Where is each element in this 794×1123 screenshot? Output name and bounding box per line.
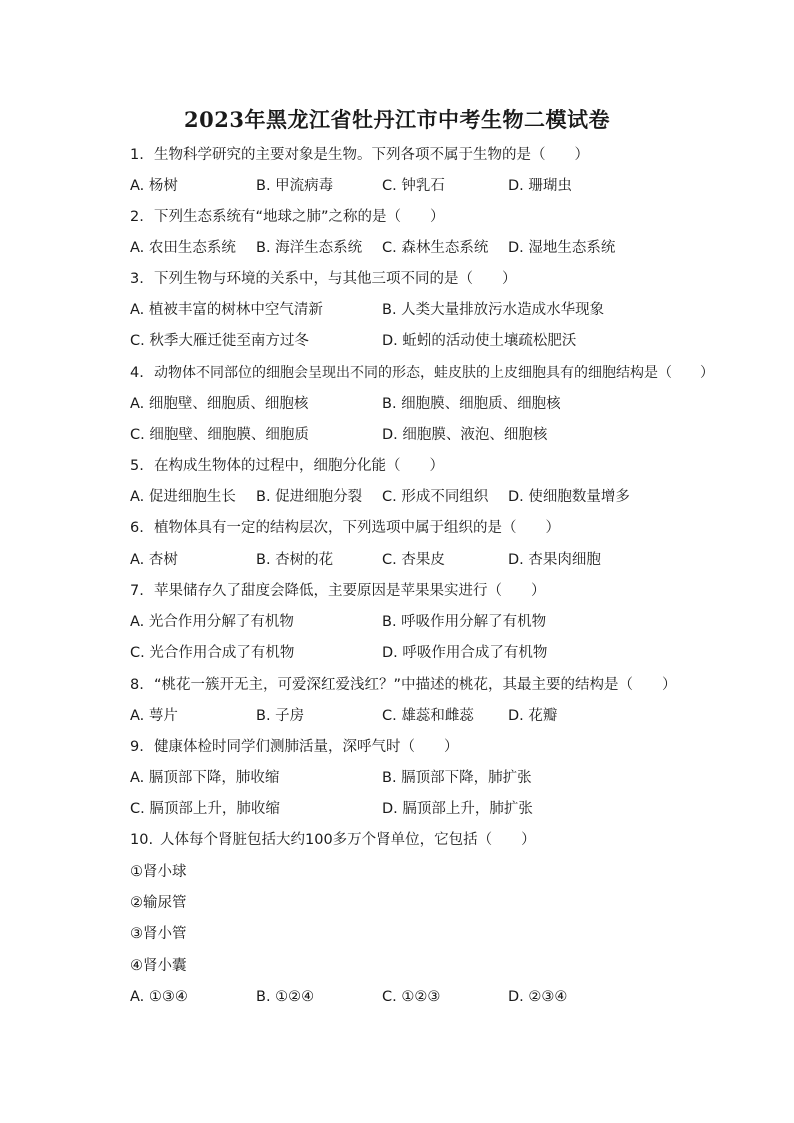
question-number: 6.: [130, 520, 144, 536]
question-text: 在构成生物体的过程中，细胞分化能（ ）: [154, 458, 444, 474]
option-c: C. 形成不同组织: [382, 489, 489, 505]
option-a: A. 植被丰富的树林中空气清新: [130, 302, 323, 318]
option-b: B. 膈顶部下降，肺扩张: [382, 770, 532, 786]
question-number: 7.: [130, 583, 144, 599]
question-10-item-2: ②输尿管: [130, 895, 187, 911]
option-c: C. 钟乳石: [382, 178, 445, 194]
question-number: 2.: [130, 209, 144, 225]
question-10-item-4: ④肾小囊: [130, 958, 187, 974]
question-text: 健康体检时同学们测肺活量，深呼气时（ ）: [154, 739, 459, 755]
question-number: 3.: [130, 271, 144, 287]
question-text: 动物体不同部位的细胞会呈现出不同的形态，蛙皮肤的上皮细胞具有的细胞结构是（ ）: [154, 365, 714, 381]
option-a: A. 杏树: [130, 552, 178, 568]
option-c: C. 膈顶部上升，肺收缩: [130, 801, 280, 817]
option-d: D. 蚯蚓的活动使土壤疏松肥沃: [382, 333, 577, 349]
page-title: 2023年黑龙江省牡丹江市中考生物二模试卷: [184, 107, 610, 132]
question-8-stem: [130, 675, 677, 695]
question-number: 9.: [130, 739, 144, 755]
option-a: A. 促进细胞生长: [130, 489, 236, 505]
option-d: D. 珊瑚虫: [508, 178, 572, 194]
option-b: B. 人类大量排放污水造成水华现象: [382, 302, 605, 318]
option-d: D. ②③④: [508, 989, 568, 1005]
question-text: 生物科学研究的主要对象是生物。下列各项不属于生物的是（ ）: [154, 147, 589, 163]
question-10-item-3: ③肾小管: [130, 926, 187, 942]
question-1-stem: [130, 145, 589, 165]
option-d: D. 湿地生态系统: [508, 240, 616, 256]
option-c: C. ①②③: [382, 989, 441, 1005]
question-10-item-1: ①肾小球: [130, 864, 187, 880]
option-b: B. 甲流病毒: [256, 178, 334, 194]
option-d: D. 细胞膜、液泡、细胞核: [382, 427, 548, 443]
question-number: 4.: [130, 365, 144, 381]
question-5-stem: [130, 456, 444, 476]
question-6-stem: [130, 518, 560, 538]
option-c: C. 细胞壁、细胞膜、细胞质: [130, 427, 309, 443]
question-text: “桃花一簇开无主，可爱深红爱浅红？”中描述的桃花，其最主要的结构是（ ）: [154, 677, 677, 693]
question-text: 苹果储存久了甜度会降低，主要原因是苹果果实进行（ ）: [154, 583, 546, 599]
question-text: 下列生物与环境的关系中，与其他三项不同的是（ ）: [154, 271, 517, 287]
question-number: 8.: [130, 677, 144, 693]
question-text: 下列生态系统有“地球之肺”之称的是（ ）: [154, 209, 445, 225]
option-a: A. ①③④: [130, 989, 188, 1005]
question-number: 5.: [130, 458, 144, 474]
question-number: 10.: [130, 832, 154, 848]
question-10-stem: [130, 830, 536, 850]
option-b: B. 杏树的花: [256, 552, 334, 568]
option-d: D. 花瓣: [508, 708, 558, 724]
option-a: A. 萼片: [130, 708, 178, 724]
option-c: C. 光合作用合成了有机物: [130, 645, 295, 661]
option-b: B. ①②④: [256, 989, 315, 1005]
option-a: A. 农田生态系统: [130, 240, 236, 256]
option-a: A. 杨树: [130, 178, 178, 194]
option-b: B. 呼吸作用分解了有机物: [382, 614, 547, 630]
option-c: C. 杏果皮: [382, 552, 445, 568]
option-d: D. 膈顶部上升，肺扩张: [382, 801, 533, 817]
question-4-stem: [130, 363, 714, 383]
option-b: B. 细胞膜、细胞质、细胞核: [382, 396, 561, 412]
option-d: D. 呼吸作用合成了有机物: [382, 645, 548, 661]
option-a: A. 膈顶部下降，肺收缩: [130, 770, 280, 786]
option-b: B. 子房: [256, 708, 305, 724]
question-2-stem: [130, 207, 445, 227]
question-number: 1.: [130, 147, 144, 163]
option-d: D. 使细胞数量增多: [508, 489, 630, 505]
option-a: A. 细胞壁、细胞质、细胞核: [130, 396, 309, 412]
option-c: C. 森林生态系统: [382, 240, 489, 256]
option-a: A. 光合作用分解了有机物: [130, 614, 294, 630]
question-text: 植物体具有一定的结构层次，下列选项中属于组织的是（ ）: [154, 520, 560, 536]
option-c: C. 秋季大雁迁徙至南方过冬: [130, 333, 309, 349]
question-3-stem: [130, 269, 517, 289]
question-9-stem: [130, 737, 459, 757]
question-7-stem: [130, 581, 546, 601]
option-b: B. 促进细胞分裂: [256, 489, 363, 505]
question-text: 人体每个肾脏包括大约100多万个肾单位，它包括（ ）: [160, 832, 536, 848]
option-d: D. 杏果肉细胞: [508, 552, 601, 568]
option-c: C. 雄蕊和雌蕊: [382, 708, 474, 724]
option-b: B. 海洋生态系统: [256, 240, 363, 256]
